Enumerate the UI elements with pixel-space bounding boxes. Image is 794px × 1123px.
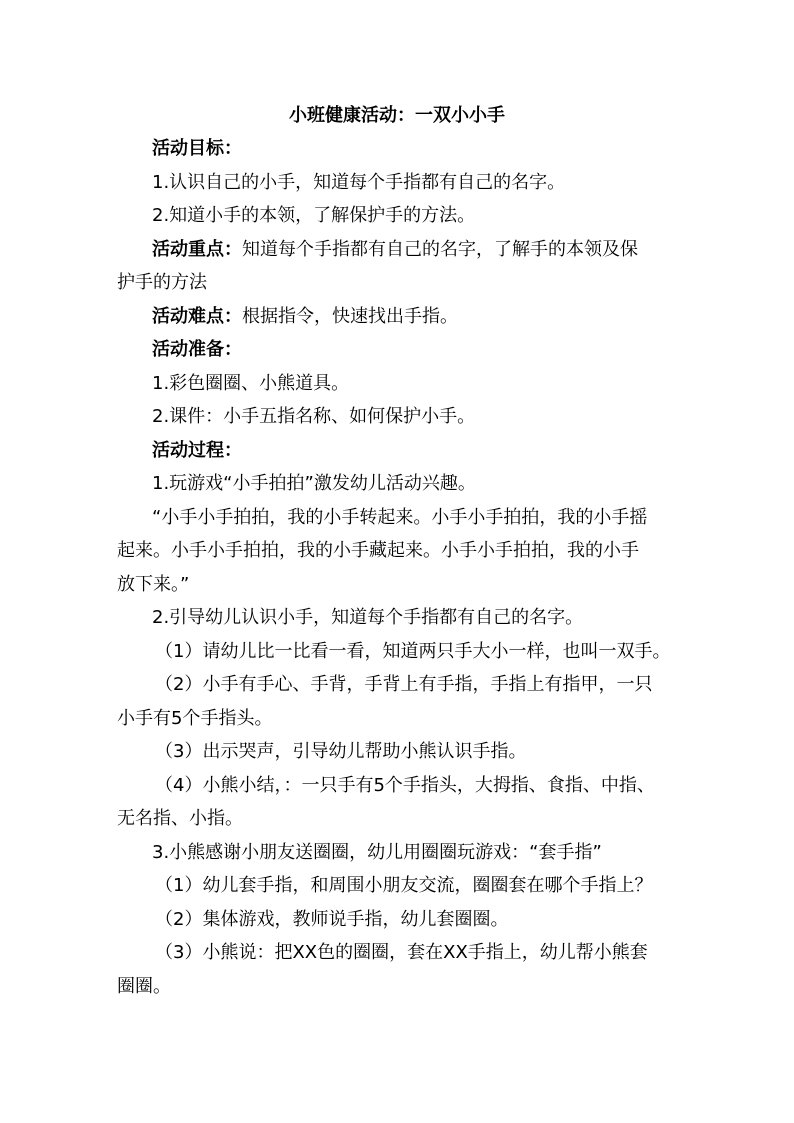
- process-heading: 活动过程：: [152, 440, 242, 461]
- step-2-1: （1）请幼儿比一比看一看，知道两只手大小一样，也叫一双手。: [155, 641, 671, 662]
- rhyme-line-2: 起来。小手小手拍拍，我的小手藏起来。小手小手拍拍，我的小手: [117, 540, 639, 561]
- rhyme-line-3: 放下来。”: [117, 574, 190, 595]
- step-3-3-line-2: 圈圈。: [117, 976, 171, 997]
- step-3-3-line-1: （3）小熊说：把XX色的圈圈，套在XX手指上，幼儿帮小熊套: [155, 942, 648, 963]
- key-points-line-2: 护手的方法: [117, 272, 207, 293]
- step-2-2-line-1: （2）小手有手心、手背，手背上有手指，手指上有指甲，一只: [155, 674, 653, 695]
- step-2-3: （3）出示哭声，引导幼儿帮助小熊认识手指。: [155, 741, 527, 762]
- step-2-4-line-2: 无名指、小指。: [117, 808, 243, 829]
- key-points-line-1: [152, 238, 638, 262]
- step-1: 1.玩游戏“小手拍拍”激发幼儿活动兴趣。: [152, 473, 476, 494]
- key-points-text: 知道每个手指都有自己的名字，了解手的本领及保: [242, 239, 638, 260]
- key-points-label: 活动重点：: [152, 239, 242, 260]
- step-3-1: （1）幼儿套手指，和周围小朋友交流，圈圈套在哪个手指上？: [155, 875, 653, 896]
- step-2: 2.引导幼儿认识小手，知道每个手指都有自己的名字。: [152, 607, 584, 628]
- step-2-2-line-2: 小手有5个手指头。: [117, 708, 273, 729]
- difficulty-text: 根据指令，快速找出手指。: [242, 306, 458, 327]
- step-2-4-line-1: （4）小熊小结，：一只手有5个手指头，大拇指、食指、中指、: [155, 775, 655, 796]
- step-3: 3.小熊感谢小朋友送圈圈，幼儿用圈圈玩游戏：“套手指”: [152, 842, 602, 863]
- difficulty-label: 活动难点：: [152, 306, 242, 327]
- rhyme-line-1: “小手小手拍拍，我的小手转起来。小手小手拍拍，我的小手摇: [152, 507, 648, 528]
- difficulty-line: [152, 305, 458, 329]
- prep-1: 1.彩色圈圈、小熊道具。: [152, 373, 350, 394]
- step-3-2: （2）集体游戏，教师说手指，幼儿套圈圈。: [155, 909, 509, 930]
- prep-2: 2.课件：小手五指名称、如何保护小手。: [152, 406, 476, 427]
- page-title: 小班健康活动：一双小小手: [289, 105, 505, 126]
- goals-heading: 活动目标：: [152, 138, 242, 159]
- prep-heading: 活动准备：: [152, 339, 242, 360]
- goal-2: 2.知道小手的本领，了解保护手的方法。: [152, 205, 476, 226]
- goal-1: 1.认识自己的小手，知道每个手指都有自己的名字。: [152, 172, 566, 193]
